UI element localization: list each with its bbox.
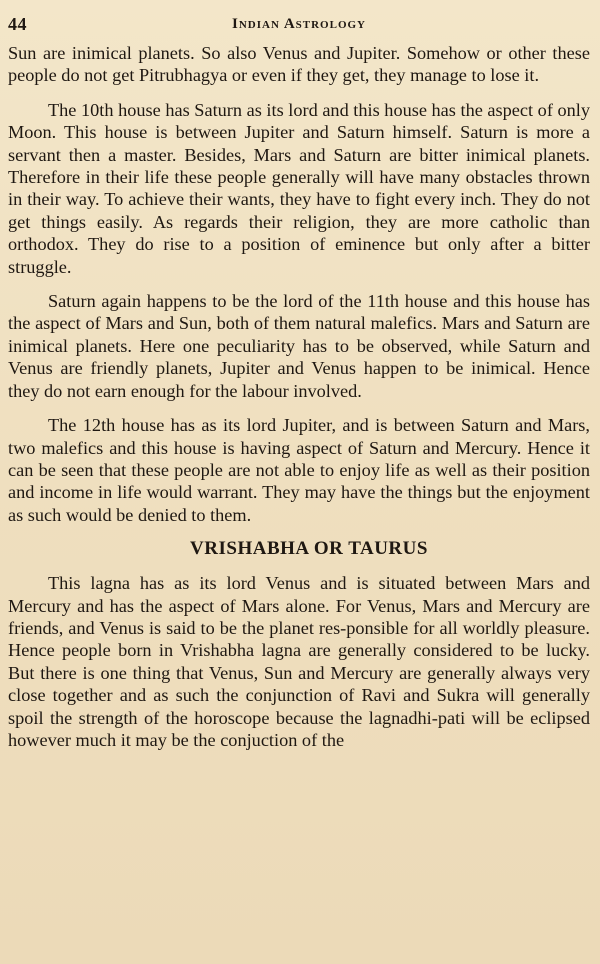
paragraph-continued: Sun are inimical planets. So also Venus and Jupiter. Somehow or other these people do not get Pitrubhagya or even if they get, they manage to lose it.: [8, 43, 590, 86]
paragraph-eleventh-house: Saturn again happens to be the lord of the 11th house and this house has the aspect of Mars and Sun, both of them natural malefics. Mars and Saturn are inimical planets. Here one peculiarity has to be observed, while Saturn and Venus are friendly planets, Jupiter and Venus happen to be inimical. Hence they do not earn enough for the labour involved.: [8, 291, 590, 401]
section-heading: VRISHABHA OR TAURUS: [190, 538, 428, 560]
page-number: 44: [8, 14, 27, 34]
book-title: Indian Astrology: [232, 16, 366, 32]
running-head: [8, 12, 590, 38]
paragraph-tenth-house: The 10th house has Saturn as its lord and this house has the aspect of only Moon. This house is between Jupiter and Saturn himself. Saturn is more a servant then a master. Besides, Mars and Saturn are bitter inimical planets. Therefore in their life these people generally will have many obstacles thrown in their way. To achieve their wants, they have to fight every inch. They do not get things easily. As regards their religion, they are more catholic than orthodox. They do rise to a position of eminence but only after a bitter struggle.: [8, 99, 590, 277]
paragraph-vrishabha: This lagna has as its lord Venus and is situated between Mars and Mercury and has the aspect of Mars alone. For Venus, Mars and Mercury are friends, and Venus is said to be the planet res-ponsible for all worldly pleasure. Hence people born in Vrishabha lagna are generally considered to be lucky. But there is one thing that Venus, Sun and Mercury are generally always very close together and as such the conjunction of Ravi and Sukra will generally spoil the strength of the horoscope because the lagnadhi-pati will be eclipsed however much it may be the conjuction of the: [8, 573, 590, 750]
paragraph-twelfth-house: The 12th house has as its lord Jupiter, and is between Saturn and Mars, two malefics and this house is having aspect of Saturn and Mercury. Hence it can be seen that these people are not able to enjoy life as well as their position and income in life would warrant. They may have the things but the enjoyment as such would be denied to them.: [8, 415, 590, 525]
